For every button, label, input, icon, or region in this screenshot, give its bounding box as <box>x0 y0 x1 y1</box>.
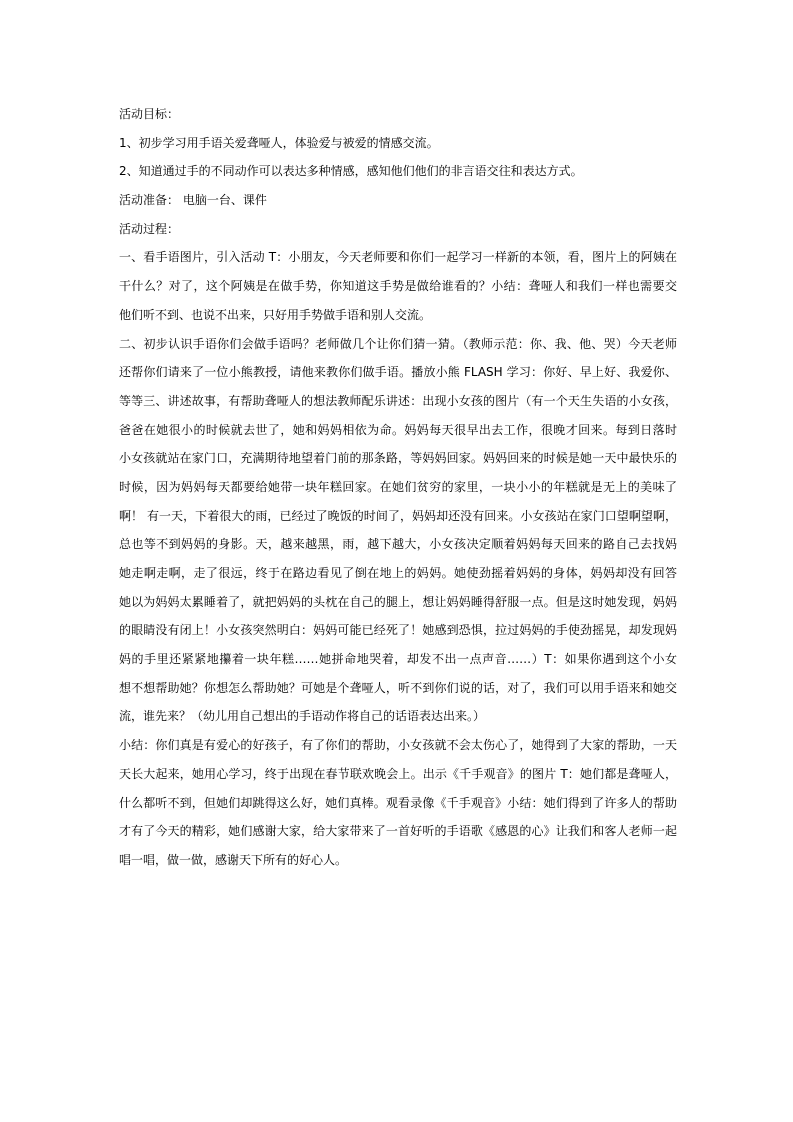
paragraph-line: 还帮你们请来了一位小熊教授，请他来教你们做手语。播放小熊 FLASH 学习：你好、早上好、我爱你、 <box>119 365 677 380</box>
summary-line: 唱一唱，做一做，感谢天下所有的好心人。 <box>119 852 348 867</box>
paragraph-line: 她走啊走啊，走了很远，终于在路边看见了倒在地上的妈妈。她使劲摇着妈妈的身体，妈妈却没有回答 <box>119 566 677 580</box>
paragraph-line: 她以为妈妈太累睡着了，就把妈妈的头枕在自己的腿上，想让妈妈睡得舒服一点。但是这时她发现，妈妈 <box>119 594 677 609</box>
section-heading-goals: 活动目标： <box>119 107 180 121</box>
paragraph-line: 啊！ 有一天，下着很大的雨，已经过了晚饭的时间了，妈妈却还没有回来。小女孩站在家门口望啊望啊， <box>119 508 677 523</box>
summary-line: 天长大起来，她用心学习，终于出现在春节联欢晚会上。出示《千手观音》的图片 T：她们都是聋哑人， <box>119 766 677 781</box>
paragraph-line: 时候，因为妈妈每天都要给她带一块年糕回家。在她们贫穷的家里，一块小小的年糕就是无上的美味了 <box>119 479 677 494</box>
paragraph-line: 爸爸在她很小的时候就去世了，她和妈妈相依为命。妈妈每天很早出去工作，很晚才回来。每到日落时 <box>119 422 677 437</box>
summary-line: 什么都听不到，但她们却跳得这么好，她们真棒。观看录像《千手观音》小结：她们得到了许多人的帮助 <box>119 795 677 810</box>
paragraph-line: 等等三、讲述故事，有帮助聋哑人的想法教师配乐讲述：出现小女孩的图片（有一个天生失语的小女孩， <box>119 393 677 408</box>
paragraph-line: 小女孩就站在家门口，充满期待地望着门前的那条路，等妈妈回家。妈妈回来的时候是她一天中最快乐的 <box>119 451 677 466</box>
goal-item-1: 1、初步学习用手语关爱聋哑人，体验爱与被爱的情感交流。 <box>119 135 439 150</box>
paragraph-line: 想不想帮助她？你想怎么帮助她？可她是个聋哑人，听不到你们说的话，对了，我们可以用手语来和她交 <box>119 680 677 695</box>
paragraph-line: 二、初步认识手语你们会做手语吗？老师做几个让你们猜一猜。（教师示范：你、我、他、哭）今天老师 <box>119 336 677 351</box>
summary-line: 才有了今天的精彩，她们感谢大家，给大家带来了一首好听的手语歌《感恩的心》让我们和客人老师一起 <box>119 824 677 839</box>
goal-item-2: 2、知道通过手的不同动作可以表达多种情感，感知他们他们的非言语交往和表达方式。 <box>119 164 583 179</box>
paragraph-line: 流，谁先来？（幼儿用自己想出的手语动作将自己的话语表达出来。） <box>119 709 486 724</box>
paragraph-line: 的眼睛没有闭上！小女孩突然明白：妈妈可能已经死了！她感到恐惧，拉过妈妈的手使劲摇晃，却发现妈 <box>119 623 677 638</box>
document-page <box>119 100 677 875</box>
section-heading-preparation: 活动准备： 电脑一台、课件 <box>119 193 267 208</box>
paragraph-line: 他们听不到、也说不出来，只好用手势做手语和别人交流。 <box>119 307 432 322</box>
paragraph-line: 妈的手里还紧紧地攥着一块年糕……她拼命地哭着，却发不出一点声音……）T：如果你遇到这个小女 <box>119 652 677 667</box>
paragraph-line: 总也等不到妈妈的身影。天，越来越黑，雨，越下越大，小女孩决定顺着妈妈每天回来的路自己去找妈 <box>119 537 677 552</box>
summary-line: 小结：你们真是有爱心的好孩子，有了你们的帮助，小女孩就不会太伤心了，她得到了大家的帮助，一天 <box>119 738 677 753</box>
paragraph-line: 一、看手语图片，引入活动 T：小朋友，今天老师要和你们一起学习一样新的本领，看，图片上的阿姨在 <box>119 250 677 265</box>
paragraph-line: 干什么？对了，这个阿姨是在做手势，你知道这手势是做给谁看的？小结：聋哑人和我们一样也需要交 <box>119 279 677 294</box>
section-heading-process: 活动过程： <box>119 221 180 236</box>
